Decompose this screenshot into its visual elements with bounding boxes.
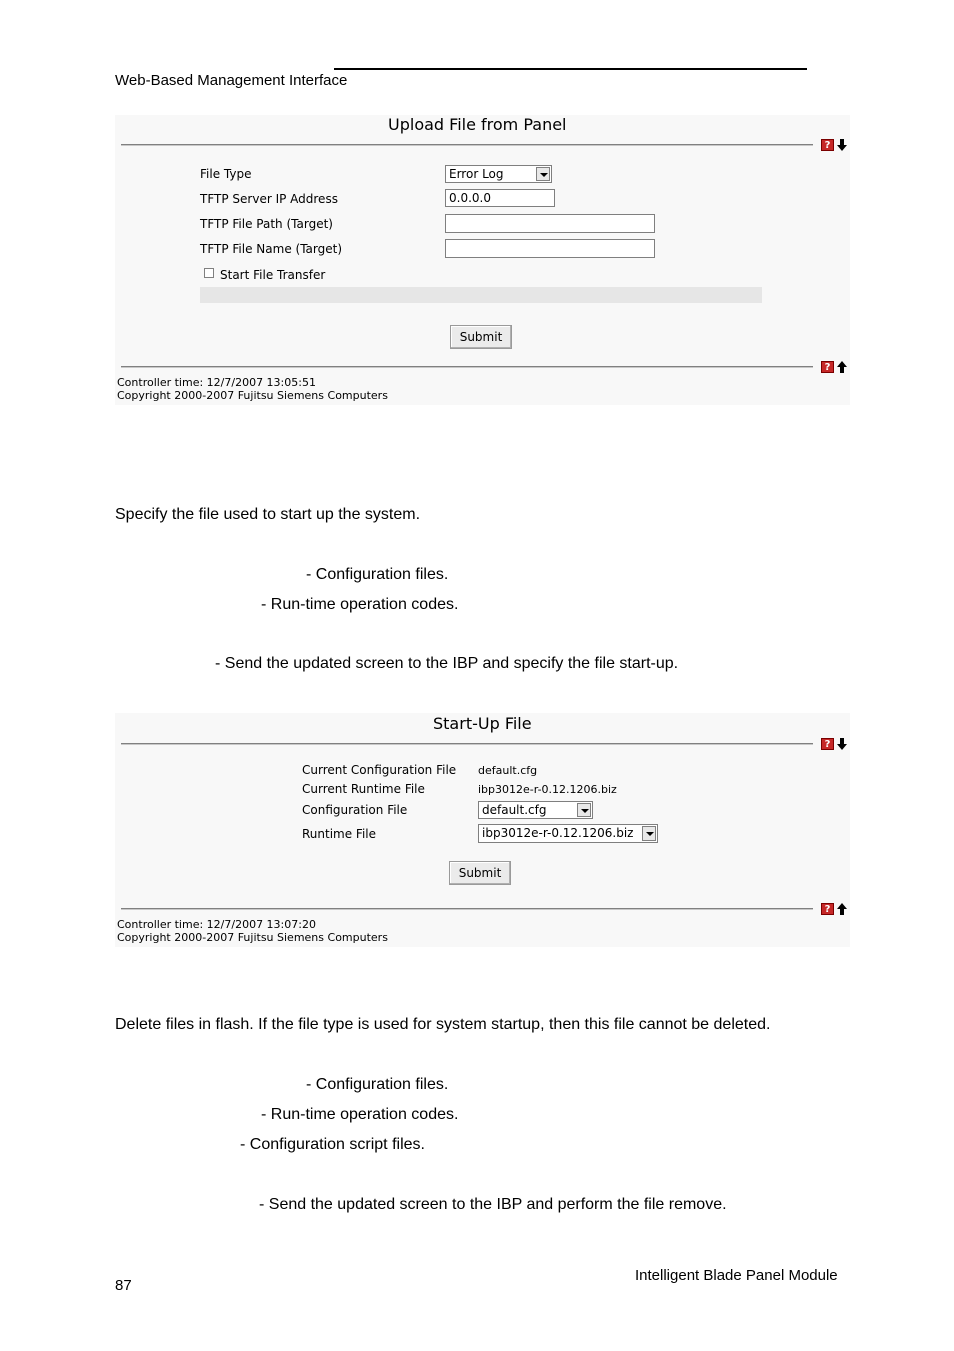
page-number: 87 (115, 1277, 132, 1294)
upload-controller-time: Controller time: 12/7/2007 13:05:51 (117, 376, 316, 389)
startup-item-config: - Configuration files. (306, 566, 449, 583)
arrow-up-icon[interactable] (836, 903, 848, 915)
startup-bottom-rule (121, 908, 813, 910)
upload-bottom-rule (121, 366, 813, 368)
config-file-select[interactable] (478, 801, 593, 819)
header-title: Web-Based Management Interface (115, 72, 348, 89)
runtime-file-label: Runtime File (302, 827, 377, 841)
start-transfer-label: Start File Transfer (220, 268, 326, 282)
current-runtime-label: Current Runtime File (302, 782, 425, 796)
delete-item-apply: - Send the updated screen to the IBP and perform the file remove. (259, 1196, 727, 1213)
file-type-label: File Type (200, 167, 252, 181)
upload-top-rule (121, 144, 813, 146)
help-icon[interactable]: ? (821, 738, 834, 750)
upload-panel-title: Upload File from Panel (388, 115, 567, 134)
startup-item-apply: - Send the updated screen to the IBP and specify the file start-up. (215, 655, 679, 672)
startup-panel-title: Start-Up File (433, 714, 532, 733)
file-path-input[interactable] (445, 214, 655, 233)
current-config-label: Current Configuration File (302, 763, 457, 777)
runtime-file-value: ibp3012e-r-0.12.1206.biz (482, 826, 634, 840)
file-type-value: Error Log (449, 167, 504, 181)
file-name-label: TFTP File Name (Target) (200, 242, 343, 256)
config-file-label: Configuration File (302, 803, 408, 817)
delete-item-script: - Configuration script files. (240, 1136, 425, 1153)
arrow-up-icon[interactable] (836, 361, 848, 373)
upload-submit-button[interactable]: Submit (450, 325, 512, 349)
current-runtime-value: ibp3012e-r-0.12.1206.biz (478, 783, 617, 796)
footer-product: Intelligent Blade Panel Module (635, 1267, 838, 1284)
upload-panel (115, 115, 850, 405)
startup-intro-text: Specify the file used to start up the system. (115, 506, 421, 523)
chevron-down-icon (642, 826, 656, 841)
arrow-down-icon[interactable] (836, 139, 848, 151)
upload-copyright: Copyright 2000-2007 Fujitsu Siemens Computers (117, 389, 388, 402)
server-ip-input[interactable]: 0.0.0.0 (445, 189, 555, 207)
server-ip-label: TFTP Server IP Address (200, 192, 338, 206)
delete-item-config: - Configuration files. (306, 1076, 449, 1093)
help-icon[interactable]: ? (821, 139, 834, 151)
startup-copyright: Copyright 2000-2007 Fujitsu Siemens Computers (117, 931, 388, 944)
file-path-label: TFTP File Path (Target) (200, 217, 333, 231)
arrow-down-icon[interactable] (836, 738, 848, 750)
help-icon[interactable]: ? (821, 903, 834, 915)
header-rule (334, 68, 807, 70)
file-type-select[interactable] (445, 165, 552, 183)
config-file-value: default.cfg (482, 803, 547, 817)
delete-item-runtime: - Run-time operation codes. (261, 1106, 459, 1123)
runtime-file-select[interactable] (478, 824, 658, 843)
file-name-input[interactable] (445, 239, 655, 258)
startup-submit-button[interactable]: Submit (449, 861, 511, 885)
startup-controller-time: Controller time: 12/7/2007 13:07:20 (117, 918, 316, 931)
startup-item-runtime: - Run-time operation codes. (261, 596, 459, 613)
chevron-down-icon (536, 167, 550, 181)
current-config-value: default.cfg (478, 764, 538, 777)
start-transfer-checkbox[interactable] (204, 268, 214, 278)
delete-intro-text: Delete files in flash. If the file type is used for system startup, then this file cannot be deleted. (115, 1016, 771, 1033)
transfer-progress-bar (200, 287, 762, 303)
startup-top-rule (121, 743, 813, 745)
chevron-down-icon (577, 803, 591, 817)
help-icon[interactable]: ? (821, 361, 834, 373)
